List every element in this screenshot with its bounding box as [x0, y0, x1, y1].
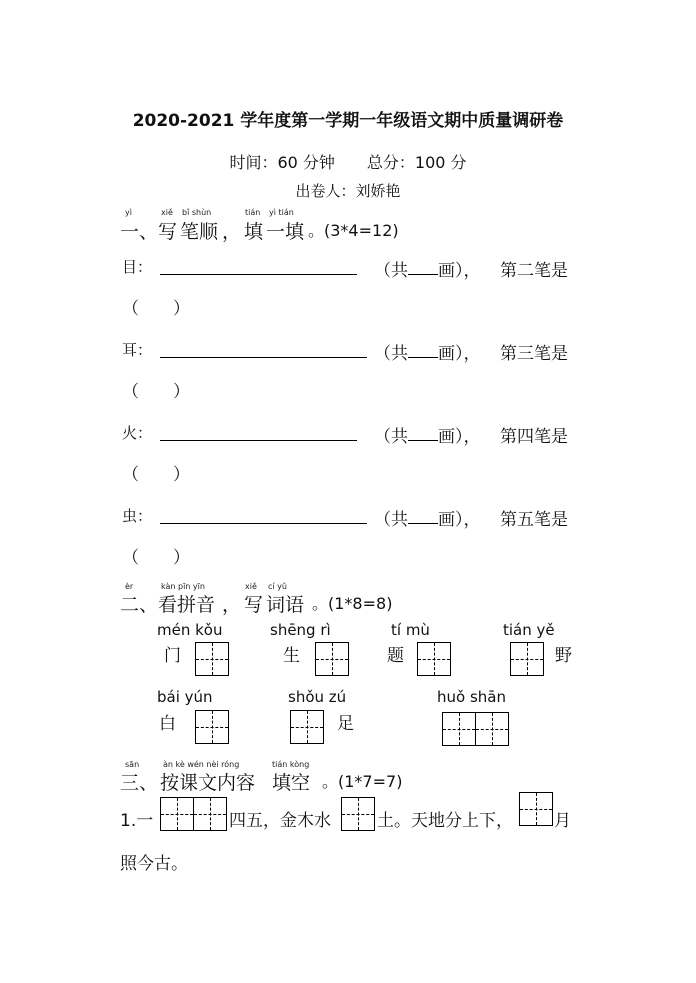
- heading-word: 笔顺: [180, 221, 219, 243]
- word-pinyin: huǒ shān: [437, 688, 506, 706]
- section-number: 一、: [120, 221, 159, 243]
- writing-grid[interactable]: [290, 710, 324, 744]
- score: 。(1*8=8): [312, 594, 393, 613]
- pinyin-annotation: yì: [125, 208, 132, 217]
- stroke-count-open: （共: [374, 427, 408, 447]
- writing-grid[interactable]: [475, 712, 509, 746]
- answer-paren[interactable]: （ ）: [122, 299, 190, 319]
- stroke-count-close: 画），: [438, 510, 481, 530]
- writing-grid-group: [442, 712, 509, 746]
- given-char: 白: [159, 714, 176, 734]
- heading-word: 一填: [266, 221, 305, 243]
- answer-paren[interactable]: （ ）: [122, 465, 190, 485]
- pinyin-annotation: xiě: [245, 582, 257, 591]
- answer-line[interactable]: [160, 440, 357, 441]
- writing-grid[interactable]: [315, 642, 349, 676]
- heading-separator: ，: [222, 221, 242, 243]
- writing-grid[interactable]: [519, 792, 553, 826]
- answer-paren[interactable]: （ ）: [122, 382, 190, 402]
- writing-grid[interactable]: [510, 642, 544, 676]
- stroke-count-blank[interactable]: [408, 357, 438, 358]
- answer-line[interactable]: [160, 357, 367, 358]
- word-pinyin: tián yě: [503, 621, 555, 639]
- pinyin-annotation: tián kòng: [272, 760, 310, 769]
- question-text: 土。天地分上下，: [377, 811, 513, 831]
- nth-stroke-label: 第四笔是: [500, 427, 568, 447]
- given-char: 足: [337, 714, 354, 734]
- writing-grid[interactable]: [160, 797, 194, 831]
- section-number: 三、: [120, 772, 159, 794]
- heading-word: 看拼音: [158, 594, 216, 616]
- word-pinyin: shǒu zú: [288, 688, 347, 706]
- pinyin-annotation: èr: [125, 582, 134, 591]
- stroke-count-blank[interactable]: [408, 523, 438, 524]
- heading-separator: ，: [222, 594, 242, 616]
- answer-line[interactable]: [160, 523, 367, 524]
- question-text: 照今古。: [120, 854, 188, 874]
- score: 。(3*4=12): [308, 221, 399, 240]
- item-char: 虫：: [122, 507, 153, 525]
- given-char: 题: [387, 646, 404, 666]
- question-prefix: 1.一: [120, 811, 154, 831]
- stroke-count-blank[interactable]: [408, 440, 438, 441]
- nth-stroke-label: 第三笔是: [500, 344, 568, 364]
- heading-word: 写: [158, 221, 178, 243]
- item-char: 火：: [122, 424, 153, 442]
- word-pinyin: tí mù: [391, 621, 430, 639]
- stroke-count-open: （共: [374, 510, 408, 530]
- pinyin-annotation: bǐ shùn: [182, 208, 212, 217]
- heading-word: 按课文内容: [160, 772, 256, 794]
- heading-word: 填空: [272, 772, 311, 794]
- time-score: 时间：60 分钟 总分：100 分: [229, 153, 467, 172]
- item-char: 目：: [122, 258, 153, 276]
- stroke-count-close: 画），: [438, 344, 481, 364]
- heading-word: 填: [244, 221, 264, 243]
- author: 出卷人：刘娇艳: [295, 182, 401, 200]
- question-text: 四五，金木水: [229, 811, 331, 831]
- question-text: 月: [554, 811, 571, 831]
- given-char: 野: [555, 646, 572, 666]
- answer-line[interactable]: [160, 274, 357, 275]
- item-char: 耳：: [122, 341, 153, 359]
- stroke-count-blank[interactable]: [408, 274, 438, 275]
- nth-stroke-label: 第二笔是: [500, 261, 568, 281]
- stroke-count-close: 画），: [438, 261, 481, 281]
- word-pinyin: shēng rì: [270, 621, 331, 639]
- pinyin-annotation: sān: [125, 760, 140, 769]
- heading-word: 写: [244, 594, 264, 616]
- pinyin-annotation: xiě: [161, 208, 173, 217]
- given-char: 生: [283, 646, 300, 666]
- heading-word: 词语: [266, 594, 305, 616]
- pinyin-annotation: yì tián: [269, 208, 294, 217]
- answer-paren[interactable]: （ ）: [122, 548, 190, 568]
- writing-grid[interactable]: [193, 797, 227, 831]
- pinyin-annotation: tián: [245, 208, 261, 217]
- writing-grid[interactable]: [341, 797, 375, 831]
- word-pinyin: mén kǒu: [157, 621, 223, 639]
- writing-grid-group: [160, 797, 227, 831]
- pinyin-annotation: àn kè wén nèi róng: [163, 760, 240, 769]
- writing-grid[interactable]: [195, 642, 229, 676]
- nth-stroke-label: 第五笔是: [500, 510, 568, 530]
- stroke-count-open: （共: [374, 344, 408, 364]
- page-title: 2020-2021 学年度第一学期一年级语文期中质量调研卷: [132, 111, 564, 131]
- score: 。(1*7=7): [322, 772, 403, 791]
- word-pinyin: bái yún: [157, 688, 213, 706]
- section-number: 二、: [120, 594, 159, 616]
- pinyin-annotation: kàn pīn yīn: [161, 582, 205, 591]
- given-char: 门: [164, 646, 181, 666]
- writing-grid[interactable]: [417, 642, 451, 676]
- stroke-count-open: （共: [374, 261, 408, 281]
- writing-grid[interactable]: [195, 710, 229, 744]
- stroke-count-close: 画），: [438, 427, 481, 447]
- writing-grid[interactable]: [442, 712, 476, 746]
- pinyin-annotation: cí yǔ: [268, 582, 287, 591]
